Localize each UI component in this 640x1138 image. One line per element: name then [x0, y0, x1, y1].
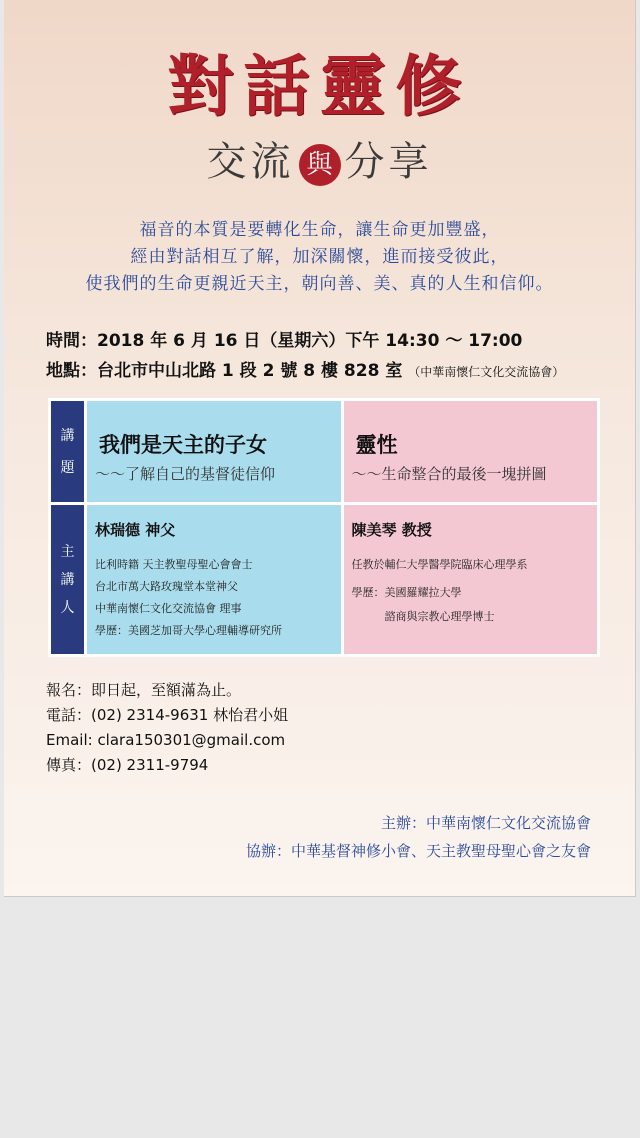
topic-label	[50, 400, 86, 504]
email-text: Email: clara150301@gmail.com	[46, 731, 286, 749]
contact-info	[46, 678, 288, 778]
speaker-cell-2	[342, 504, 599, 656]
topic-title: 靈性	[355, 432, 398, 457]
label-char: 人	[60, 599, 75, 616]
topic-cell-1	[86, 400, 343, 504]
speaker-detail: 任教於輔仁大學醫學院臨床心理學系	[351, 558, 528, 571]
speaker-detail: 諮商與宗教心理學博士	[351, 610, 495, 623]
place-note: （中華南懷仁文化交流協會）	[408, 365, 565, 379]
seal-badge: 與	[299, 144, 341, 186]
subtitle-left: 交流	[206, 139, 295, 185]
speaker-detail: 比利時籍 天主教聖母聖心會會士	[95, 558, 253, 571]
speaker-name: 林瑞德 神父	[95, 521, 176, 539]
signup-text: 報名：即日起，至額滿為止。	[46, 681, 242, 699]
speaker-detail: 學歷：美國芝加哥大學心理輔導研究所	[95, 624, 282, 637]
intro-line: 福音的本質是要轉化生命，讓生命更加豐盛，	[139, 220, 500, 240]
fax-text: 傳真：(02) 2311-9794	[46, 756, 209, 774]
label-char: 講	[60, 427, 75, 444]
host-org: 主辦：中華南懷仁文化交流協會	[380, 814, 591, 832]
intro-line: 經由對話相互了解，加深關懷，進而接受彼此，	[130, 247, 509, 267]
event-poster	[4, 0, 636, 897]
program-table	[48, 398, 600, 657]
event-time: 時間：2018 年 6 月 16 日（星期六）下午 14:30 ～ 17:00	[46, 331, 523, 351]
topic-subtitle: ～～生命整合的最後一塊拼圖	[351, 465, 547, 483]
label-char: 題	[60, 459, 75, 476]
label-char: 主	[60, 543, 75, 560]
place-address: 地點：台北市中山北路 1 段 2 號 8 樓 828 室	[46, 361, 403, 381]
topic-title: 我們是天主的子女	[99, 432, 267, 457]
intro-text	[4, 217, 635, 298]
phone-text: 電話：(02) 2314-9631 林怡君小姐	[46, 706, 289, 724]
event-place	[46, 356, 564, 381]
speaker-detail: 中華南懷仁文化交流協會 理事	[95, 602, 242, 615]
speaker-name: 陳美琴 教授	[351, 521, 432, 539]
topic-cell-2	[342, 400, 599, 504]
poster-subtitle	[4, 136, 635, 188]
topic-subtitle: ～～了解自己的基督徒信仰	[95, 465, 276, 483]
label-char: 講	[60, 571, 75, 588]
speaker-detail: 學歷：美國羅耀拉大學	[351, 586, 462, 599]
speaker-cell-1	[86, 504, 343, 656]
speaker-detail: 台北市萬大路玫瑰堂本堂神父	[95, 580, 238, 593]
subtitle-right: 分享	[344, 139, 433, 185]
speaker-label	[50, 504, 86, 656]
poster-title: 對話靈修	[167, 47, 472, 125]
intro-line: 使我們的生命更親近天主，朝向善、美、真的人生和信仰。	[85, 274, 554, 294]
cohost-org: 協辦：中華基督神修小會、天主教聖母聖心會之友會	[245, 842, 591, 860]
